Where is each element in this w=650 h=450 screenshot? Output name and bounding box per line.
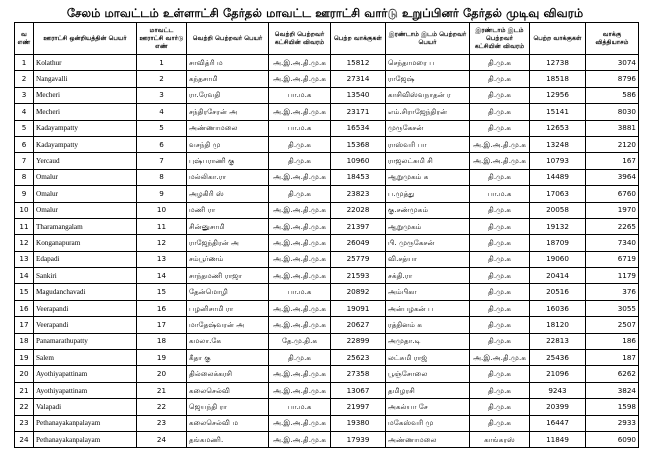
winner-party-cell: அ.இ.அ.தி.மு.க (269, 431, 331, 447)
table-row (15, 431, 639, 447)
table-body (15, 55, 639, 448)
runner-up-votes-cell: 18518 (530, 71, 586, 87)
table-row (15, 333, 639, 349)
table-row (15, 104, 639, 120)
ward-number-cell: 20 (137, 366, 187, 382)
vote-margin-cell: 186 (586, 333, 639, 349)
runner-up-name-cell: கு.சண்முகம் (386, 202, 470, 218)
union-name-cell: Mecheri (34, 104, 137, 120)
ward-number-cell: 15 (137, 284, 187, 300)
union-name-cell: Ayothiyapattinam (34, 382, 137, 398)
header-runner-up-votes: பெற்ற வாக்குகள் (530, 23, 586, 55)
winner-name-cell: தங்கமணி. (187, 431, 269, 447)
winner-party-cell: தி.மு.க (269, 350, 331, 366)
vote-margin-cell: 3055 (586, 300, 639, 316)
vote-margin-cell: 3881 (586, 120, 639, 136)
ward-number-cell: 12 (137, 235, 187, 251)
runner-up-votes-cell: 15141 (530, 104, 586, 120)
vote-margin-cell: 167 (586, 153, 639, 169)
runner-up-name-cell: பி. முருகேசன் (386, 235, 470, 251)
union-name-cell: Nangavalli (34, 71, 137, 87)
runner-up-party-cell: தி.மு.க (470, 55, 530, 71)
winner-name-cell: கலைசெல்வி (187, 382, 269, 398)
winner-party-cell: பா.ம.க (269, 284, 331, 300)
union-name-cell: Panamarathupatty (34, 333, 137, 349)
ward-number-cell: 9 (137, 186, 187, 202)
winner-votes-cell: 19091 (331, 300, 386, 316)
serial-cell: 6 (15, 136, 34, 152)
serial-cell: 23 (15, 415, 34, 431)
vote-margin-cell: 187 (586, 350, 639, 366)
winner-name-cell: தில்லைக்கரசி (187, 366, 269, 382)
vote-margin-cell: 6719 (586, 251, 639, 267)
runner-up-name-cell: லட்சுமி ராஜ் (386, 350, 470, 366)
runner-up-party-cell: தி.மு.க (470, 333, 530, 349)
union-name-cell: Kolathur (34, 55, 137, 71)
winner-votes-cell: 15812 (331, 55, 386, 71)
union-name-cell: Tharamangalam (34, 218, 137, 234)
runner-up-name-cell: பூஞ்சோலை (386, 366, 470, 382)
table-header (15, 23, 639, 55)
serial-cell: 5 (15, 120, 34, 136)
serial-cell: 8 (15, 169, 34, 185)
runner-up-votes-cell: 20399 (530, 399, 586, 415)
runner-up-votes-cell: 11849 (530, 431, 586, 447)
serial-cell: 22 (15, 399, 34, 415)
winner-votes-cell: 21997 (331, 399, 386, 415)
vote-margin-cell: 3964 (586, 169, 639, 185)
vote-margin-cell: 3074 (586, 55, 639, 71)
winner-votes-cell: 21593 (331, 268, 386, 284)
runner-up-name-cell: ராஜலட்சுமி சி (386, 153, 470, 169)
table-row (15, 415, 639, 431)
winner-name-cell: தேன்மொழி (187, 284, 269, 300)
runner-up-party-cell: தி.மு.க (470, 235, 530, 251)
winner-party-cell: அ.இ.அ.தி.மு.க (269, 218, 331, 234)
runner-up-name-cell: ராஸ்வரி பா (386, 136, 470, 152)
winner-name-cell: சம்பூர்ணம் (187, 251, 269, 267)
runner-up-party-cell: அ.இ.அ.தி.மு.க (470, 350, 530, 366)
ward-number-cell: 5 (137, 120, 187, 136)
winner-votes-cell: 23823 (331, 186, 386, 202)
header-winner-name: வெற்றி பெற்றவர் பெயர் (187, 23, 269, 55)
runner-up-name-cell: தமிழரசி (386, 382, 470, 398)
winner-name-cell: சாவித்ரி ம (187, 55, 269, 71)
serial-cell: 4 (15, 104, 34, 120)
union-name-cell: Valapadi (34, 399, 137, 415)
runner-up-name-cell: அகல்யா சே (386, 399, 470, 415)
winner-party-cell: அ.இ.அ.தி.மு.க (269, 300, 331, 316)
table-row (15, 251, 639, 267)
ward-number-cell: 13 (137, 251, 187, 267)
runner-up-votes-cell: 19060 (530, 251, 586, 267)
ward-number-cell: 11 (137, 218, 187, 234)
runner-up-party-cell: தி.மு.க (470, 169, 530, 185)
union-name-cell: Kadayampatty (34, 136, 137, 152)
ward-number-cell: 4 (137, 104, 187, 120)
runner-up-party-cell: தி.மு.க (470, 87, 530, 103)
winner-party-cell: அ.இ.அ.தி.மு.க (269, 366, 331, 382)
runner-up-votes-cell: 18120 (530, 317, 586, 333)
winner-votes-cell: 21397 (331, 218, 386, 234)
ward-number-cell: 19 (137, 350, 187, 366)
table-row (15, 235, 639, 251)
runner-up-party-cell: பா.ம.க (470, 186, 530, 202)
vote-margin-cell: 3824 (586, 382, 639, 398)
serial-cell: 24 (15, 431, 34, 447)
winner-name-cell: சாந்தமணி ராஜா (187, 268, 269, 284)
serial-cell: 15 (15, 284, 34, 300)
ward-number-cell: 21 (137, 382, 187, 398)
winner-votes-cell: 22899 (331, 333, 386, 349)
serial-cell: 10 (15, 202, 34, 218)
ward-number-cell: 1 (137, 55, 187, 71)
union-name-cell: Konganapuram (34, 235, 137, 251)
serial-cell: 19 (15, 350, 34, 366)
winner-votes-cell: 15368 (331, 136, 386, 152)
runner-up-name-cell: ராஜேஷ் (386, 71, 470, 87)
winner-party-cell: அ.இ.அ.தி.மு.க (269, 202, 331, 218)
union-name-cell: Omalur (34, 169, 137, 185)
runner-up-name-cell: வி.சத்யா (386, 251, 470, 267)
runner-up-votes-cell: 12956 (530, 87, 586, 103)
vote-margin-cell: 2120 (586, 136, 639, 152)
runner-up-votes-cell: 16036 (530, 300, 586, 316)
ward-number-cell: 24 (137, 431, 187, 447)
serial-cell: 1 (15, 55, 34, 71)
vote-margin-cell: 1970 (586, 202, 639, 218)
serial-cell: 18 (15, 333, 34, 349)
winner-name-cell: அண்ணாமலை (187, 120, 269, 136)
winner-votes-cell: 13540 (331, 87, 386, 103)
serial-cell: 20 (15, 366, 34, 382)
runner-up-name-cell: சக்தி.ரா (386, 268, 470, 284)
header-serial: வ எண் (15, 23, 34, 55)
ward-number-cell: 3 (137, 87, 187, 103)
winner-party-cell: தி.மு.க (269, 153, 331, 169)
vote-margin-cell: 2933 (586, 415, 639, 431)
runner-up-party-cell: தி.மு.க (470, 268, 530, 284)
winner-votes-cell: 20627 (331, 317, 386, 333)
runner-up-party-cell: தி.மு.க (470, 218, 530, 234)
header-runner-up-name: இரண்டாம் இடம் பெற்றவர் பெயர் (386, 23, 470, 55)
serial-cell: 3 (15, 87, 34, 103)
winner-name-cell: சின்னுசாமி (187, 218, 269, 234)
table-row (15, 300, 639, 316)
serial-cell: 11 (15, 218, 34, 234)
ward-number-cell: 6 (137, 136, 187, 152)
winner-party-cell: அ.இ.அ.தி.மு.க (269, 104, 331, 120)
winner-name-cell: கீதா கு (187, 350, 269, 366)
winner-votes-cell: 19380 (331, 415, 386, 431)
winner-votes-cell: 26049 (331, 235, 386, 251)
winner-votes-cell: 27314 (331, 71, 386, 87)
union-name-cell: Omalur (34, 186, 137, 202)
table-row (15, 169, 639, 185)
winner-name-cell: மல்லிகா.ரா (187, 169, 269, 185)
table-row (15, 218, 639, 234)
runner-up-name-cell: அன்பழகன் ப (386, 300, 470, 316)
winner-party-cell: அ.இ.அ.தி.மு.க (269, 55, 331, 71)
runner-up-party-cell: தி.மு.க (470, 317, 530, 333)
header-winner-votes: பெற்ற வாக்குகள் (331, 23, 386, 55)
winner-party-cell: அ.இ.அ.தி.மு.க (269, 169, 331, 185)
union-name-cell: Veerapandi (34, 300, 137, 316)
ward-number-cell: 14 (137, 268, 187, 284)
vote-margin-cell: 2265 (586, 218, 639, 234)
union-name-cell: Omalur (34, 202, 137, 218)
winner-votes-cell: 25779 (331, 251, 386, 267)
winner-name-cell: மாதேஷ்வரன் அ (187, 317, 269, 333)
serial-cell: 12 (15, 235, 34, 251)
runner-up-name-cell: அம்பிகா (386, 284, 470, 300)
ward-number-cell: 18 (137, 333, 187, 349)
runner-up-votes-cell: 20414 (530, 268, 586, 284)
winner-votes-cell: 20892 (331, 284, 386, 300)
runner-up-votes-cell: 22813 (530, 333, 586, 349)
winner-votes-cell: 27358 (331, 366, 386, 382)
vote-margin-cell: 6090 (586, 431, 639, 447)
runner-up-name-cell: அண்ணாமலை (386, 431, 470, 447)
header-winner-party: வெற்றி பெற்றவர் கட்சியின் விவரம் (269, 23, 331, 55)
ward-number-cell: 23 (137, 415, 187, 431)
winner-name-cell: கலைசெல்வி ம (187, 415, 269, 431)
serial-cell: 14 (15, 268, 34, 284)
runner-up-name-cell: ஆறுமுகம் க (386, 169, 470, 185)
winner-party-cell: தி.மு.க (269, 136, 331, 152)
winner-votes-cell: 16534 (331, 120, 386, 136)
vote-margin-cell: 1179 (586, 268, 639, 284)
winner-party-cell: அ.இ.அ.தி.மு.க (269, 317, 331, 333)
winner-votes-cell: 18453 (331, 169, 386, 185)
runner-up-party-cell: தி.மு.க (470, 382, 530, 398)
table-row (15, 120, 639, 136)
serial-cell: 21 (15, 382, 34, 398)
runner-up-name-cell: செந்தாமரை ப (386, 55, 470, 71)
vote-margin-cell: 6760 (586, 186, 639, 202)
runner-up-party-cell: தி.மு.க (470, 202, 530, 218)
winner-name-cell: வசந்தி மு (187, 136, 269, 152)
runner-up-party-cell: தி.மு.க (470, 366, 530, 382)
runner-up-votes-cell: 10793 (530, 153, 586, 169)
vote-margin-cell: 1598 (586, 399, 639, 415)
runner-up-name-cell: ப.முத்து (386, 186, 470, 202)
ward-number-cell: 22 (137, 399, 187, 415)
ward-number-cell: 7 (137, 153, 187, 169)
header-ward-number: மாவட்ட ஊராட்சி வார்டு எண் (137, 23, 187, 55)
union-name-cell: Pethanayakanpalayam (34, 415, 137, 431)
vote-margin-cell: 2507 (586, 317, 639, 333)
runner-up-votes-cell: 20058 (530, 202, 586, 218)
vote-margin-cell: 586 (586, 87, 639, 103)
table-row (15, 317, 639, 333)
table-row (15, 366, 639, 382)
serial-cell: 2 (15, 71, 34, 87)
union-name-cell: Pethanayakanpalayam (34, 431, 137, 447)
union-name-cell: Sankiri (34, 268, 137, 284)
table-row (15, 399, 639, 415)
table-row (15, 268, 639, 284)
winner-votes-cell: 17939 (331, 431, 386, 447)
winner-party-cell: பா.ம.க (269, 87, 331, 103)
runner-up-votes-cell: 18709 (530, 235, 586, 251)
winner-name-cell: கந்தசாமி (187, 71, 269, 87)
winner-votes-cell: 23171 (331, 104, 386, 120)
runner-up-name-cell: அமுதா.டி (386, 333, 470, 349)
union-name-cell: Yercaud (34, 153, 137, 169)
runner-up-party-cell: அ.இ.அ.தி.மு.க (470, 136, 530, 152)
header-row (15, 23, 639, 55)
winner-name-cell: சந்திரசேரன் அ (187, 104, 269, 120)
table-row (15, 202, 639, 218)
runner-up-name-cell: காசிவிஸ்வநாதன் ர (386, 87, 470, 103)
winner-name-cell: பழனிசாமி ரா (187, 300, 269, 316)
ward-number-cell: 8 (137, 169, 187, 185)
winner-party-cell: அ.இ.அ.தி.மு.க (269, 251, 331, 267)
runner-up-party-cell: தி.மு.க (470, 71, 530, 87)
serial-cell: 7 (15, 153, 34, 169)
winner-party-cell: பா.ம.க (269, 120, 331, 136)
runner-up-party-cell: தி.மு.க (470, 284, 530, 300)
runner-up-votes-cell: 25436 (530, 350, 586, 366)
union-name-cell: Kadayampatty (34, 120, 137, 136)
winner-name-cell: மணி ரா (187, 202, 269, 218)
union-name-cell: Mecheri (34, 87, 137, 103)
page-title: சேலம் மாவட்டம் உள்ளாட்சி தேர்தல் மாவட்ட ஊராட்சி வார்டு உறுப்பினர் தேர்தல் முடிவு விவரம் (66, 6, 584, 20)
runner-up-votes-cell: 21096 (530, 366, 586, 382)
runner-up-votes-cell: 9243 (530, 382, 586, 398)
table-row (15, 71, 639, 87)
winner-party-cell: பா.ம.க (269, 399, 331, 415)
winner-name-cell: ராஜேந்திரன் அ (187, 235, 269, 251)
runner-up-name-cell: எம்.சிராஜேந்திரன் (386, 104, 470, 120)
runner-up-votes-cell: 12738 (530, 55, 586, 71)
winner-party-cell: அ.இ.அ.தி.மு.க (269, 71, 331, 87)
vote-margin-cell: 6262 (586, 366, 639, 382)
winner-votes-cell: 25623 (331, 350, 386, 366)
header-union-name: ஊராட்சி ஒன்றியத்தின் பெயர் (34, 23, 137, 55)
runner-up-votes-cell: 14489 (530, 169, 586, 185)
serial-cell: 13 (15, 251, 34, 267)
winner-votes-cell: 10960 (331, 153, 386, 169)
table-row (15, 186, 639, 202)
winner-name-cell: ஜெயந்தி ரா (187, 399, 269, 415)
winner-party-cell: தி.மு.க (269, 186, 331, 202)
runner-up-votes-cell: 12653 (530, 120, 586, 136)
union-name-cell: Ayothiyapattinam (34, 366, 137, 382)
union-name-cell: Magudanchavadi (34, 284, 137, 300)
table-row (15, 284, 639, 300)
serial-cell: 17 (15, 317, 34, 333)
serial-cell: 16 (15, 300, 34, 316)
runner-up-party-cell: தி.மு.க (470, 415, 530, 431)
winner-name-cell: கமலா.கே (187, 333, 269, 349)
winner-votes-cell: 22028 (331, 202, 386, 218)
vote-margin-cell: 8030 (586, 104, 639, 120)
union-name-cell: Edapadi (34, 251, 137, 267)
union-name-cell: Salem (34, 350, 137, 366)
table-row (15, 350, 639, 366)
winner-name-cell: அழகிரி ஸ் (187, 186, 269, 202)
table-row (15, 136, 639, 152)
runner-up-name-cell: முருகேசன் (386, 120, 470, 136)
header-runner-up-party: இரண்டாம் இடம் பெற்றவர் கட்சியின் விவரம் (470, 23, 530, 55)
vote-margin-cell: 376 (586, 284, 639, 300)
winner-party-cell: தே.மு.தி.க (269, 333, 331, 349)
runner-up-party-cell: தி.மு.க (470, 120, 530, 136)
winner-party-cell: அ.இ.அ.தி.மு.க (269, 415, 331, 431)
runner-up-name-cell: மகேஸ்வரி மு (386, 415, 470, 431)
runner-up-votes-cell: 17063 (530, 186, 586, 202)
runner-up-name-cell: ரத்தினம் க (386, 317, 470, 333)
winner-party-cell: அ.இ.அ.தி.மு.க (269, 382, 331, 398)
winner-party-cell: அ.இ.அ.தி.மு.க (269, 235, 331, 251)
runner-up-votes-cell: 19132 (530, 218, 586, 234)
runner-up-party-cell: தி.மு.க (470, 300, 530, 316)
table-row (15, 382, 639, 398)
ward-number-cell: 2 (137, 71, 187, 87)
runner-up-party-cell: காங்கரஸ் (470, 431, 530, 447)
ward-number-cell: 17 (137, 317, 187, 333)
runner-up-party-cell: அ.இ.அ.தி.மு.க (470, 153, 530, 169)
table-row (15, 87, 639, 103)
runner-up-party-cell: தி.மு.க (470, 251, 530, 267)
runner-up-name-cell: ஆறுமுகம் (386, 218, 470, 234)
table-row (15, 153, 639, 169)
serial-cell: 9 (15, 186, 34, 202)
runner-up-party-cell: தி.மு.க (470, 104, 530, 120)
winner-votes-cell: 13067 (331, 382, 386, 398)
table-row (15, 55, 639, 71)
ward-number-cell: 16 (137, 300, 187, 316)
runner-up-party-cell: தி.மு.க (470, 399, 530, 415)
winner-name-cell: ரா.ரேவதி (187, 87, 269, 103)
ward-number-cell: 10 (137, 202, 187, 218)
winner-name-cell: புஷ்பராணி கு (187, 153, 269, 169)
vote-margin-cell: 8796 (586, 71, 639, 87)
vote-margin-cell: 7340 (586, 235, 639, 251)
results-table (14, 22, 639, 448)
union-name-cell: Veerapandi (34, 317, 137, 333)
runner-up-votes-cell: 20516 (530, 284, 586, 300)
runner-up-votes-cell: 13248 (530, 136, 586, 152)
winner-party-cell: அ.இ.அ.தி.மு.க (269, 268, 331, 284)
header-vote-margin: வாக்கு வித்தியாசம் (586, 23, 639, 55)
runner-up-votes-cell: 16447 (530, 415, 586, 431)
